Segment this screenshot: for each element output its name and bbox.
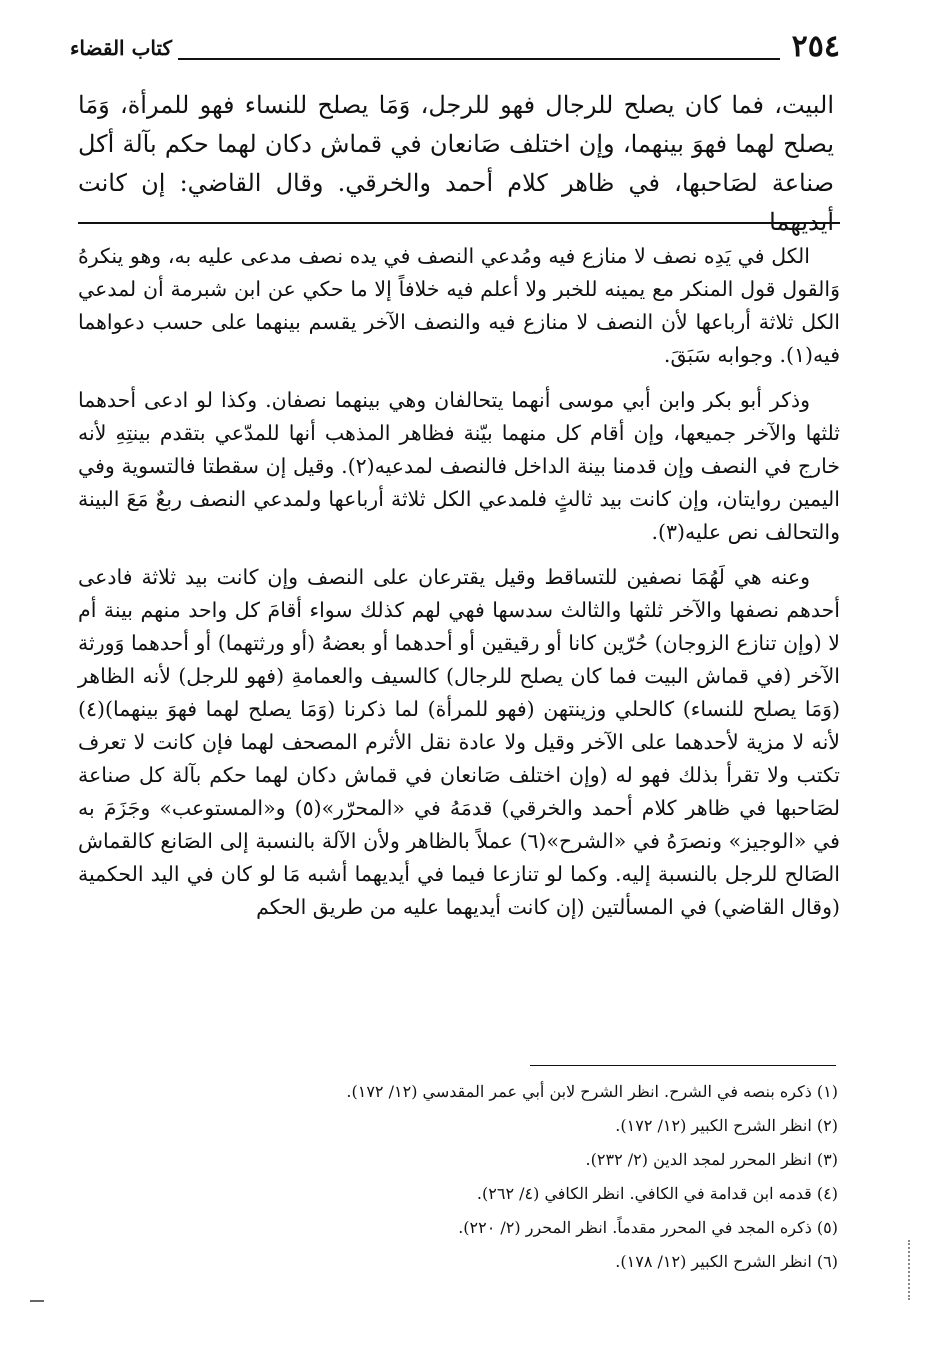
footnote-2: (٢) انظر الشرح الكبير (١٢/ ١٧٢).	[615, 1116, 838, 1135]
main-text-divider	[78, 222, 840, 224]
main-text-paragraph: البيت، فما كان يصلح للرجال فهو للرجل، وَمَا يصلح للنساء فهو للمرأة، وَمَا يصلح لهما فهوَ بينهما، وإن اختلف صَانعان في قماش دكان لهما حكم بآلة أكل صناعة لصَاحبها، في ظاهر كلام أحمد والخرقي. وقال القاضي: إن كانت أيديهما	[78, 91, 834, 236]
main-text	[78, 86, 834, 242]
header-rule	[178, 58, 780, 60]
footnote-5: (٥) ذكره المجد في المحرر مقدماً. انظر المحرر (٢/ ٢٢٠).	[458, 1218, 838, 1237]
footnote-4: (٤) قدمه ابن قدامة في الكافي. انظر الكافي (٤/ ٢٦٢).	[476, 1184, 838, 1203]
page-number: ٢٥٤	[791, 29, 840, 64]
footnote-3: (٣) انظر المحرر لمجد الدين (٢/ ٢٣٢).	[585, 1150, 838, 1169]
page-header	[70, 29, 840, 68]
commentary-paragraph-3: وعنه هي لَهُمَا نصفين للتساقط وقيل يقترعان على النصف وإن كانت بيد ثلاثة فادعى أحدهم نصفها والآخر ثلثها والثالث سدسها فهي لهم كذلك سواء أقامَ كل واحد منهم بينة أم لا (وإن تنازع الزوجان) حُرّين كانا أو رقيقين أو أحدهما أو بعضهُ (أو ورثتهما) أو أحدهما وَورثة الآخر (في قماش البيت فما كان يصلح للرجال) كالسيف والعمامةِ (فهو للرجل) لأنه الظاهر (وَمَا يصلح للنساء) كالحلي وزينتهن (فهو للمرأة) لما ذكرنا (وَمَا يصلح لهما فهوَ بينهما)(٤) لأنه لا مزية لأحدهما على الآخر وقيل ولا عادة نقل الأثرم المصحف لهما فإن كانت لا تعرف تكتب ولا تقرأ بذلك فهو له (وإن اختلف صَانعان في قماش دكان لهما حكم بآلة كل صناعة لصَاحبها في ظاهر كلام أحمد والخرقي) قدمَهُ في «المحرّر»(٥) و«المستوعب» وجَزَمَ به في «الوجيز» ونصرَهُ في «الشرح»(٦) عملاً بالظاهر ولأن الآلة بالنسبة إلى الصَانع كالقماش الصَالح للرجل بالنسبة إليه. وكما لو تنازعا فيما في أيديهما أشبه مَا لو كان في اليد الحكمية (وقال القاضي) في المسألتين (إن كانت أيديهما عليه من طريق الحكم	[78, 565, 840, 919]
commentary-paragraph-2: وذكر أبو بكر وابن أبي موسى أنهما يتحالفان وهي بينهما نصفان. وكذا لو ادعى أحدهما ثلثها والآخر جميعها، وإن أقام كل منهما بيّنة فظاهر المذهب أنها للمدّعي بتقدم بينتِهِ لأنه خارج في النصف وإن قدمنا بينة الداخل فالنصف لمدعيه(٢). وقيل إن سقطتا فالتسوية وفي اليمين روايتان، وإن كانت بيد ثالثٍ فلمدعي الكل ثلاثة أرباعها ولمدعي النصف ربعٌ مَعَ البينة والتحالف نص عليه(٣).	[78, 388, 840, 544]
commentary	[78, 240, 840, 924]
book-title: كتاب القضاء	[70, 36, 173, 60]
footnote-6: (٦) انظر الشرح الكبير (١٢/ ١٧٨).	[615, 1252, 838, 1271]
commentary-paragraph-1: الكل في يَدِه نصف لا منازع فيه ومُدعي النصف في يده نصف مدعى عليه به، وهو ينكرهُ وَالقول قول المنكر مع يمينه للخبر ولا أعلم فيه خلافاً إلا ما حكي عن ابن شبرمة أن لمدعي الكل ثلاثة أرباعها لأن النصف لا منازع فيه والنصف الآخر يقسم بينهما على حسب دعواهما فيه(١). وجوابه سَبَقَ.	[78, 244, 840, 367]
footnotes	[78, 1075, 838, 1279]
scan-mark-dash	[30, 1300, 44, 1302]
footnote-1: (١) ذكره بنصه في الشرح. انظر الشرح لابن أبي عمر المقدسي (١٢/ ١٧٢).	[346, 1082, 838, 1101]
scan-mark	[906, 1240, 910, 1300]
footnote-divider	[530, 1065, 836, 1066]
